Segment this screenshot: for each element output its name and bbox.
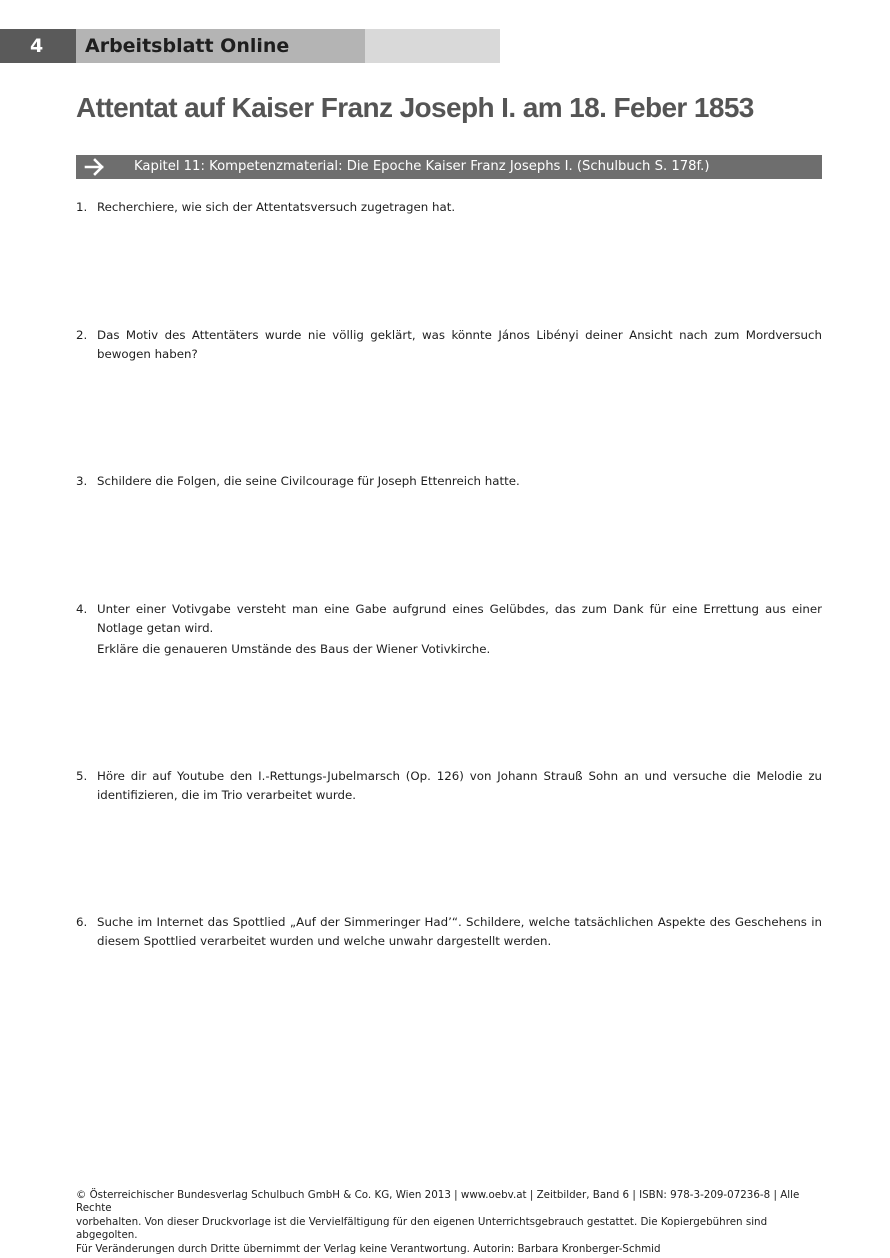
task-number: 2. bbox=[76, 328, 88, 342]
chapter-reference: Kapitel 11: Kompetenzmaterial: Die Epoche Kaiser Franz Josephs I. (Schulbuch S. 178f.) bbox=[134, 159, 710, 174]
copyright-footer bbox=[76, 1189, 826, 1256]
task-item-1 bbox=[76, 198, 822, 217]
task-item-6 bbox=[76, 913, 822, 950]
task-text-followup: Erkläre die genaueren Umstände des Baus der Wiener Votivkirche. bbox=[97, 642, 491, 656]
task-item-2 bbox=[76, 326, 822, 363]
task-text: Höre dir auf Youtube den I.-Rettungs-Jubelmarsch (Op. 126) von Johann Strauß Sohn an und versuche die Melodie zu identifizieren, die im Trio verarbeitet wurde. bbox=[97, 769, 822, 802]
task-number: 5. bbox=[76, 769, 88, 783]
footer-line: vorbehalten. Von dieser Druckvorlage ist die Vervielfältigung für den eigenen Unterrichtsgebrauch gestattet. Die Kopiergebühren sind abgegolten. bbox=[76, 1215, 768, 1242]
header-bar bbox=[0, 29, 500, 63]
page-title: Attentat auf Kaiser Franz Joseph I. am 18. Feber 1853 bbox=[76, 92, 754, 123]
worksheet-label: Arbeitsblatt Online bbox=[76, 29, 365, 63]
header-bar-tail bbox=[365, 29, 500, 63]
footer-line: © Österreichischer Bundesverlag Schulbuch GmbH & Co. KG, Wien 2013 | www.oebv.at | Zeitbilder, Band 6 | ISBN: 978-3-209-07236-8 | Alle Rechte bbox=[76, 1189, 800, 1215]
task-item-3 bbox=[76, 472, 822, 491]
task-text: Das Motiv des Attentäters wurde nie völlig geklärt, was könnte János Libényi deiner Ansicht nach zum Mordversuch bewogen haben? bbox=[97, 328, 822, 361]
task-text: Unter einer Votivgabe versteht man eine Gabe aufgrund eines Gelübdes, das zum Dank für eine Errettung aus einer Notlage getan wird. bbox=[97, 602, 822, 635]
chapter-bar bbox=[76, 155, 822, 179]
task-text: Schildere die Folgen, die seine Civilcourage für Joseph Ettenreich hatte. bbox=[97, 474, 520, 488]
arrow-right-icon bbox=[84, 157, 106, 177]
task-number: 6. bbox=[76, 915, 88, 929]
task-number: 3. bbox=[76, 474, 88, 488]
task-text: Recherchiere, wie sich der Attentatsversuch zugetragen hat. bbox=[97, 200, 456, 214]
footer-line: Für Veränderungen durch Dritte übernimmt der Verlag keine Verantwortung. Autorin: Barbara Kronberger-Schmid bbox=[76, 1242, 661, 1255]
task-number: 1. bbox=[76, 200, 88, 214]
task-item-4 bbox=[76, 600, 822, 659]
task-text: Suche im Internet das Spottlied „Auf der Simmeringer Had’“. Schildere, welche tatsächlichen Aspekte des Geschehens in diesem Spottlied verarbeitet wurden und welche unwahr dargestellt werden. bbox=[97, 915, 822, 948]
task-item-5 bbox=[76, 767, 822, 804]
page-number: 4 bbox=[0, 29, 76, 63]
task-number: 4. bbox=[76, 602, 88, 616]
